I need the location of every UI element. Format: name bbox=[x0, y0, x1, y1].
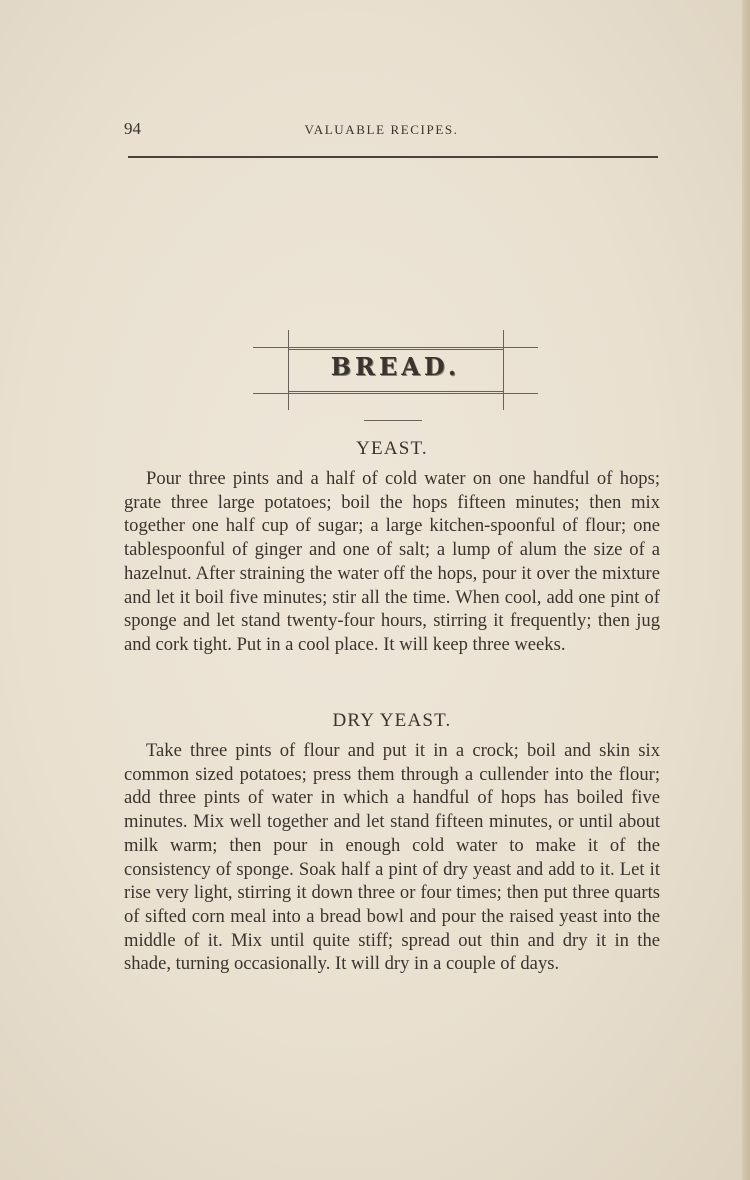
section-title: DRY YEAST. bbox=[332, 710, 452, 731]
page-edge bbox=[742, 0, 750, 1180]
ornament-rule bbox=[253, 347, 538, 348]
section-divider bbox=[364, 420, 422, 421]
page-number: 94 bbox=[124, 119, 141, 138]
ornament-rule bbox=[288, 391, 503, 392]
chapter-title: BREAD. bbox=[330, 352, 461, 381]
ornament-rule bbox=[288, 349, 503, 350]
running-title: VALUABLE RECIPES. bbox=[304, 122, 459, 137]
page-header bbox=[124, 119, 659, 141]
ornament-rule bbox=[503, 330, 504, 410]
section-body: Take three pints of flour and put it in a crock; boil and skin six common sized potatoes; press them through a cullender into the flour; add three pints of water in which a handful of hops has boiled five minutes. Mix well together and let stand fifteen minutes, or until about milk warm; then pour in enough cold water to make it of the consistency of sponge. Soak half a pint of dry yeast and add to it. Let it rise very light, stirring it down three or four times; then put three quarts of sifted corn meal into a bread bowl and pour the raised yeast into the middle of it. Mix until quite stiff; spread out thin and dry it in the shade, turning occasionally. It will dry in a couple of days. bbox=[124, 740, 660, 975]
section-body: Pour three pints and a half of cold water on one handful of hops; grate three large potatoes; boil the hops fifteen minutes; then mix together one half cup of sugar; a large kitchen-spoonful of flour; one tablespoonful of ginger and one of salt; a lump of alum the size of a hazelnut. After straining the water off the hops, pour it over the mixture and let it boil five minutes; stir all the time. When cool, add one pint of sponge and let stand twenty-four hours, stirring it frequently; then jug and cork tight. Put in a cool place. It will keep three weeks. bbox=[124, 468, 660, 655]
section-title: YEAST. bbox=[356, 438, 428, 459]
ornament-rule bbox=[288, 330, 289, 410]
chapter-heading-ornament bbox=[253, 330, 538, 410]
header-rule bbox=[128, 156, 658, 158]
ornament-rule bbox=[253, 393, 538, 394]
